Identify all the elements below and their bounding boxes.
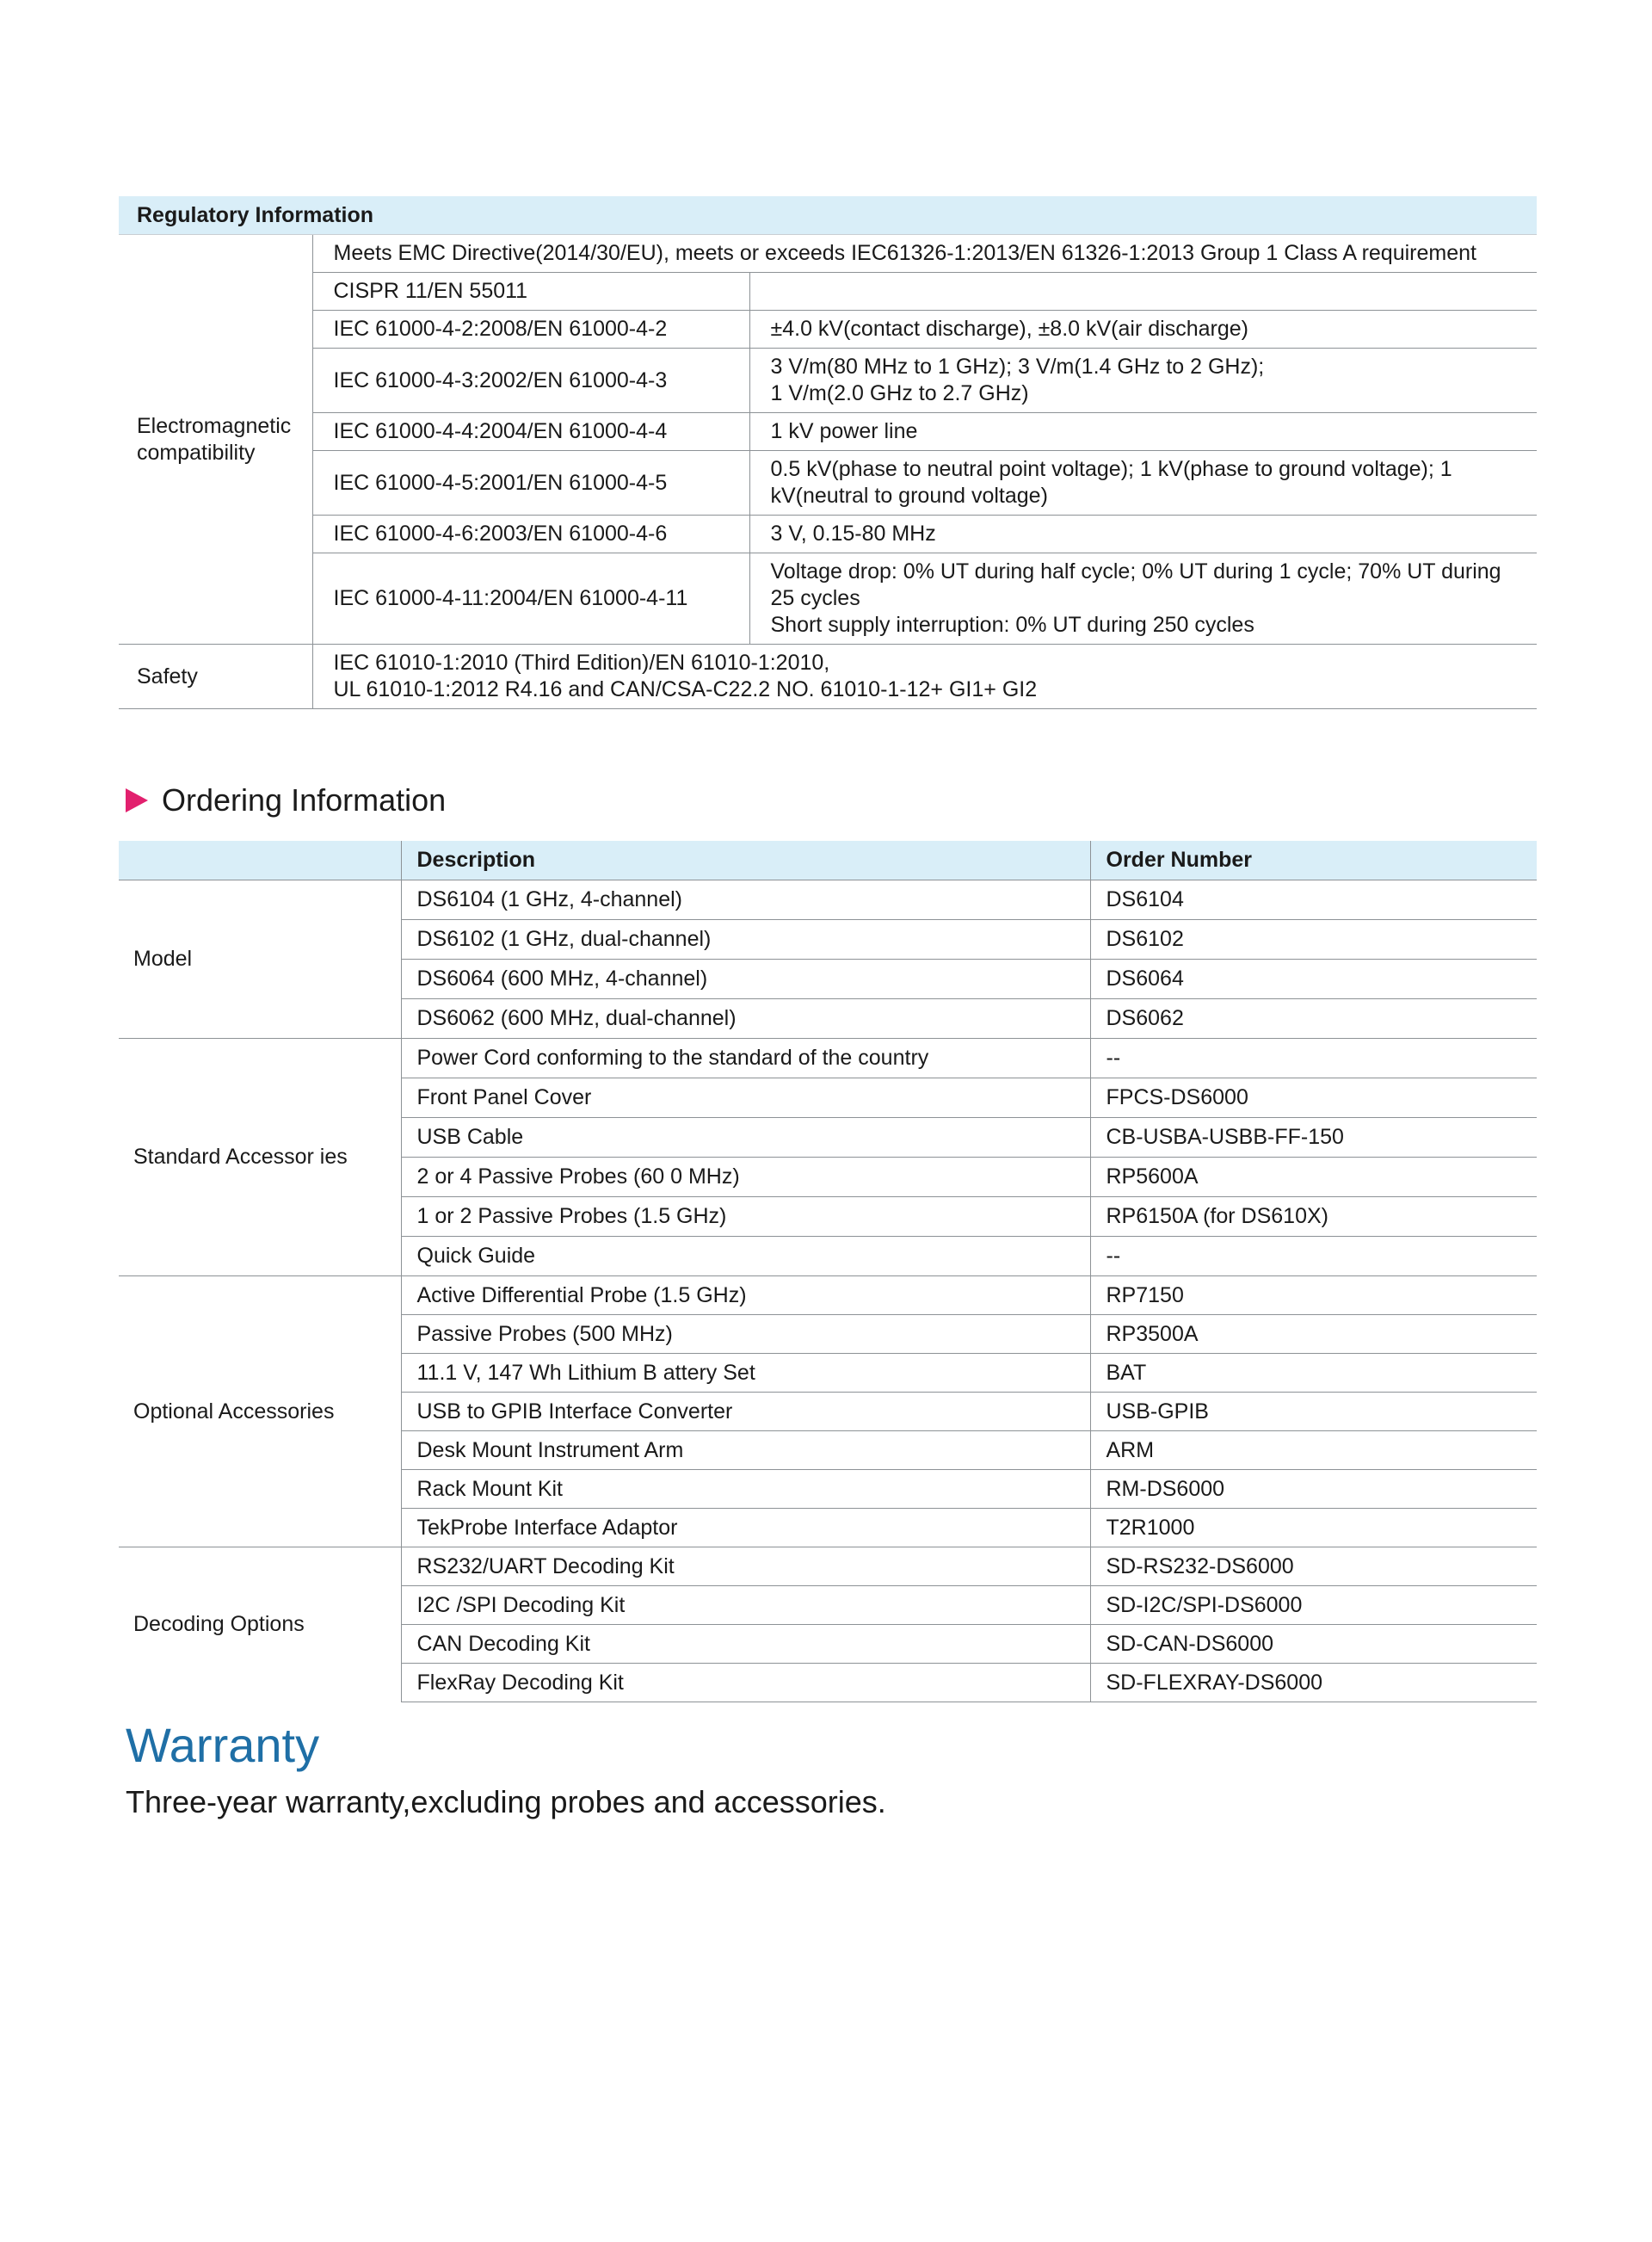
ordering-heading <box>126 781 446 819</box>
emc-standard: IEC 61000-4-3:2002/EN 61000-4-3 <box>312 349 749 413</box>
item-description: DS6062 (600 MHz, dual-channel) <box>401 999 1090 1039</box>
item-description: 1 or 2 Passive Probes (1.5 GHz) <box>401 1197 1090 1237</box>
emc-value: 3 V/m(80 MHz to 1 GHz); 3 V/m(1.4 GHz to 2 GHz); 1 V/m(2.0 GHz to 2.7 GHz) <box>749 349 1537 413</box>
emc-label: Electromagnetic compatibility <box>119 235 312 645</box>
item-order-number: RM-DS6000 <box>1090 1470 1537 1509</box>
item-order-number: CB-USBA-USBB-FF-150 <box>1090 1118 1537 1158</box>
warranty-text: Three-year warranty,excluding probes and accessories. <box>126 1784 886 1819</box>
item-description: Active Differential Probe (1.5 GHz) <box>401 1276 1090 1315</box>
category-label: Model <box>119 880 401 1039</box>
item-order-number: ARM <box>1090 1431 1537 1470</box>
emc-standard: CISPR 11/EN 55011 <box>312 273 749 311</box>
item-description: FlexRay Decoding Kit <box>401 1664 1090 1702</box>
item-order-number: SD-I2C/SPI-DS6000 <box>1090 1586 1537 1625</box>
item-description: Quick Guide <box>401 1237 1090 1276</box>
category-label: Optional Accessories <box>119 1276 401 1547</box>
emc-standard: IEC 61000-4-2:2008/EN 61000-4-2 <box>312 311 749 349</box>
category-column-header <box>119 841 401 880</box>
emc-directive: Meets EMC Directive(2014/30/EU), meets or exceeds IEC61326-1:2013/EN 61326-1:2013 Group 1 Class A requirement <box>312 235 1537 273</box>
category-label: Standard Accessor ies <box>119 1039 401 1276</box>
item-description: Passive Probes (500 MHz) <box>401 1315 1090 1354</box>
item-description: CAN Decoding Kit <box>401 1625 1090 1664</box>
item-description: Power Cord conforming to the standard of the country <box>401 1039 1090 1078</box>
item-order-number: RP3500A <box>1090 1315 1537 1354</box>
safety-value: IEC 61010-1:2010 (Third Edition)/EN 61010-1:2010, UL 61010-1:2012 R4.16 and CAN/CSA-C22.2 NO. 61010-1-12+ GI1+ GI2 <box>312 645 1537 709</box>
emc-standard: IEC 61000-4-6:2003/EN 61000-4-6 <box>312 516 749 553</box>
item-description: TekProbe Interface Adaptor <box>401 1509 1090 1547</box>
emc-standard: IEC 61000-4-4:2004/EN 61000-4-4 <box>312 413 749 451</box>
item-order-number: RP7150 <box>1090 1276 1537 1315</box>
regulatory-table <box>119 196 1537 709</box>
item-description: Desk Mount Instrument Arm <box>401 1431 1090 1470</box>
emc-value: 3 V, 0.15-80 MHz <box>749 516 1537 553</box>
emc-standard: IEC 61000-4-5:2001/EN 61000-4-5 <box>312 451 749 516</box>
item-order-number: FPCS-DS6000 <box>1090 1078 1537 1118</box>
item-description: Front Panel Cover <box>401 1078 1090 1118</box>
ordering-table <box>119 841 1537 1702</box>
emc-standard: IEC 61000-4-11:2004/EN 61000-4-11 <box>312 553 749 645</box>
item-order-number: -- <box>1090 1039 1537 1078</box>
item-order-number: DS6062 <box>1090 999 1537 1039</box>
item-order-number: SD-CAN-DS6000 <box>1090 1625 1537 1664</box>
warranty-title: Warranty <box>126 1718 320 1772</box>
item-description: USB Cable <box>401 1118 1090 1158</box>
item-order-number: T2R1000 <box>1090 1509 1537 1547</box>
regulatory-header: Regulatory Information <box>119 196 1537 235</box>
item-description: 11.1 V, 147 Wh Lithium B attery Set <box>401 1354 1090 1393</box>
emc-value: 0.5 kV(phase to neutral point voltage); 1 kV(phase to ground voltage); 1 kV(neutral to ground voltage) <box>749 451 1537 516</box>
item-order-number: SD-FLEXRAY-DS6000 <box>1090 1664 1537 1702</box>
item-description: RS232/UART Decoding Kit <box>401 1547 1090 1586</box>
item-description: 2 or 4 Passive Probes (60 0 MHz) <box>401 1158 1090 1197</box>
item-order-number: USB-GPIB <box>1090 1393 1537 1431</box>
item-description: USB to GPIB Interface Converter <box>401 1393 1090 1431</box>
item-order-number: DS6102 <box>1090 920 1537 960</box>
item-order-number: RP5600A <box>1090 1158 1537 1197</box>
category-label: Decoding Options <box>119 1547 401 1702</box>
triangle-bullet-icon <box>126 788 148 812</box>
item-description: Rack Mount Kit <box>401 1470 1090 1509</box>
emc-value: Voltage drop: 0% UT during half cycle; 0% UT during 1 cycle; 70% UT during 25 cycles Short supply interruption: 0% UT during 250 cycles <box>749 553 1537 645</box>
item-description: I2C /SPI Decoding Kit <box>401 1586 1090 1625</box>
description-column-header: Description <box>401 841 1090 880</box>
item-order-number: RP6150A (for DS610X) <box>1090 1197 1537 1237</box>
item-order-number: DS6104 <box>1090 880 1537 920</box>
item-description: DS6064 (600 MHz, 4-channel) <box>401 960 1090 999</box>
safety-label: Safety <box>119 645 312 709</box>
order-number-column-header: Order Number <box>1090 841 1537 880</box>
item-order-number: DS6064 <box>1090 960 1537 999</box>
item-description: DS6102 (1 GHz, dual-channel) <box>401 920 1090 960</box>
emc-value: 1 kV power line <box>749 413 1537 451</box>
ordering-heading-text: Ordering Information <box>162 782 447 818</box>
item-order-number: BAT <box>1090 1354 1537 1393</box>
emc-value <box>749 273 1537 311</box>
item-order-number: SD-RS232-DS6000 <box>1090 1547 1537 1586</box>
emc-value: ±4.0 kV(contact discharge), ±8.0 kV(air discharge) <box>749 311 1537 349</box>
item-description: DS6104 (1 GHz, 4-channel) <box>401 880 1090 920</box>
item-order-number: -- <box>1090 1237 1537 1276</box>
